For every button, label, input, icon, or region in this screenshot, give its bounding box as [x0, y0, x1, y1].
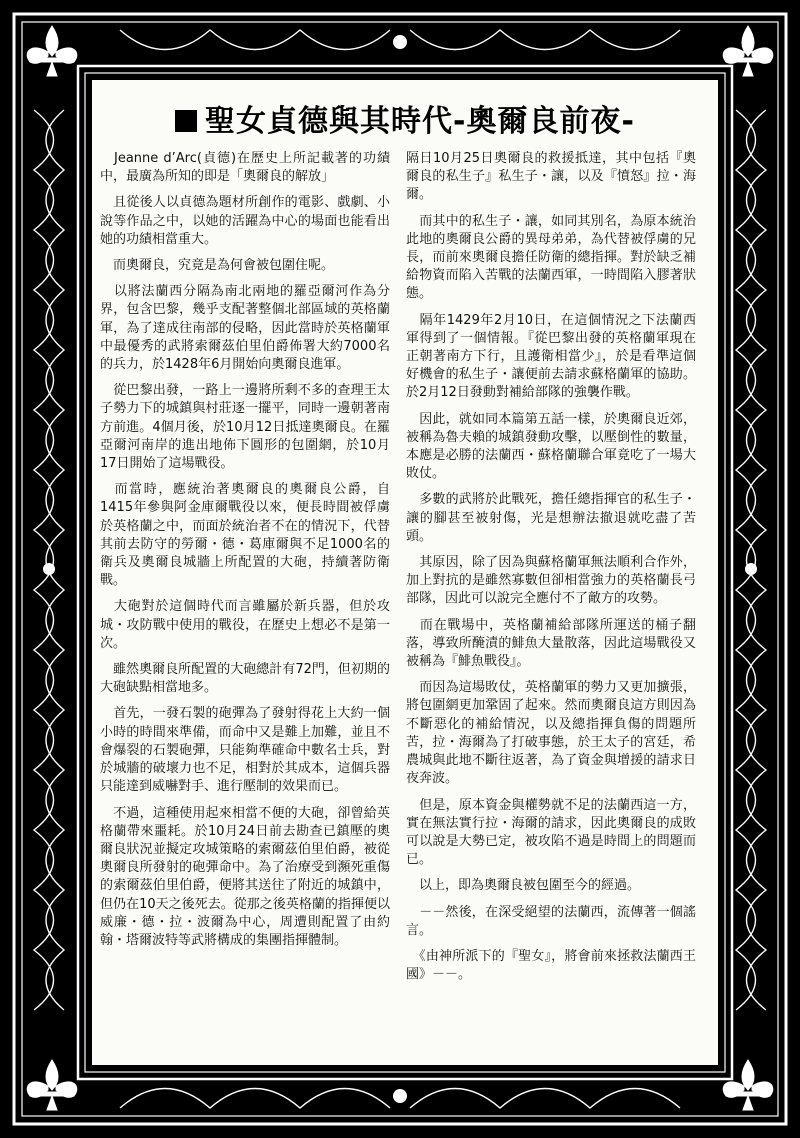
- paragraph: 其原因，除了因為與蘇格蘭軍無法順利合作外，加上對抗的是雖然寡數但卻相當強力的英格蘭長弓部隊，因此可以說完全應付不了敵方的攻勢。: [406, 555, 696, 607]
- right-column: [406, 150, 696, 984]
- paragraph: 雖然奧爾良所配置的大砲總計有72門，但初期的大砲缺點相當地多。: [100, 662, 390, 696]
- paragraph: 而當時，應統治著奧爾良的奧爾良公爵，自1415年參與阿金庫爾戰役以來，便長時間被俘虜於英格蘭之中，而面於統治者不在的情況下，代替其前去防守的勞爾・德・葛庫爾與不足1000名的衛兵及奧爾良城牆上所配置的大砲，持續著防衛戰。: [100, 482, 390, 589]
- paragraph: 隔日10月25日奧爾良的救援抵達，其中包括『奧爾良的私生子』私生子・讓，以及『憤怒』拉・海爾。: [406, 151, 696, 203]
- paragraph: 《由神所派下的『聖女』，將會前來拯救法蘭西王國》－－。: [406, 948, 696, 983]
- paragraph: 而在戰場中，英格蘭補給部隊所運送的桶子翻落，導致所醃漬的鯡魚大量散落，因此這場戰役又被稱為『鯡魚戰役』。: [406, 617, 696, 670]
- paragraph: 首先，一發石製的砲彈為了發射得花上大約一個小時的時間來準備，而命中又是難上加難，並且不會爆裂的石製砲彈，只能夠準確命中數名士兵，對於城牆的破壞力也不足，相對於其成本，這個兵器只能達到威嚇對手、進行壓制的效果而已。: [100, 706, 390, 795]
- left-column: [100, 150, 390, 950]
- paragraph: 但是，原本資金與權勢就不足的法蘭西這一方，實在無法實行拉・海爾的請求，因此奧爾良的成敗可以說是大勢已定，被攻陷不過是時間上的問題而已。: [406, 797, 696, 868]
- paragraph: 以將法蘭西分隔為南北兩地的羅亞爾河作為分界，包含巴黎，幾乎支配著整個北部區域的英格蘭軍，為了達成往南部的侵略，因此當時於英格蘭軍中最優秀的武將索爾茲伯里伯爵佈署大約7000名的兵力，於1428年6月開始向奧爾良進軍。: [100, 284, 390, 373]
- paragraph: 隔年1429年2月10日，在這個情況之下法蘭西軍得到了一個情報。『從巴黎出發的英格蘭軍現在正朝著南方下行，且護衛相當少』，於是看準這個好機會的私生子・讓便前去請求蘇格蘭軍的協助。於2月12日發動對補給部隊的強襲作戰。: [406, 312, 696, 401]
- paragraph: 且從後人以貞德為題材所創作的電影、戲劇、小說等作品之中，以她的活躍為中心的場面也能看出她的功績相當重大。: [100, 195, 390, 247]
- article-title: [92, 96, 718, 140]
- bullet-square-icon: [175, 110, 197, 132]
- paragraph: 多數的武將於此戰死，擔任總指揮官的私生子・讓的腳甚至被射傷，光是想辦法撤退就吃盡了苦頭。: [406, 492, 696, 544]
- paragraph: Jeanne d’Arc(貞德)在歷史上所記載著的功績中，最廣為所知的即是「奧爾良的解放」: [100, 151, 390, 185]
- paragraph: 大砲對於這個時代而言雖屬於新兵器，但於攻城・攻防戰中使用的戰役，在歷史上想必不是第一次。: [100, 599, 390, 651]
- paragraph: 而其中的私生子・讓，如同其別名，為原本統治此地的奧爾良公爵的異母弟弟，為代替被俘虜的兄長，而前來奧爾良擔任防衛的總指揮。對於缺乏補給物資而陷入苦戰的法蘭西軍，一時間陷入膠著狀態。: [406, 213, 696, 302]
- paragraph: 從巴黎出發，一路上一邊將所剩不多的查理王太子勢力下的城鎮與村莊逐一擺平，同時一邊朝著南方前進。4個月後，於10月12日抵達奧爾良。在羅亞爾河南岸的進出地佈下圓形的包圍網，於10月17日開始了這場戰役。: [100, 383, 390, 472]
- article-title-text: 聖女貞德與其時代-奧爾良前夜-: [205, 104, 635, 139]
- paragraph: 不過，這種使用起來相當不便的大砲，卻曾給英格蘭帶來噩耗。於10月24日前去勘查已鎮壓的奧爾良狀況並擬定攻城策略的索爾茲伯里伯爵，被從奧爾良所發射的砲彈命中。為了治療受到瀕死重傷的索爾茲伯里伯爵，便將其送往了附近的城鎮中，但仍在10天之後死去。從那之後英格蘭的指揮便以威廉・德・拉・波爾為中心，周遭則配置了由約翰・塔爾波特等武將構成的集團指揮體制。: [100, 805, 390, 948]
- paragraph: 以上，即為奧爾良被包圍至今的經過。: [406, 878, 641, 894]
- paragraph: －－然後，在深受絕望的法蘭西，流傳著一個謠言。: [406, 904, 696, 938]
- text-page: [92, 80, 718, 1065]
- paragraph: 而奧爾良，究竟是為何會被包圍住呢。: [100, 258, 335, 274]
- paragraph: 而因為這場敗仗，英格蘭軍的勢力又更加擴張，將包圍網更加鞏固了起來。然而奧爾良這方則因為不斷惡化的補給情況，以及總指揮負傷的問題所苦，拉・海爾為了打破事態，於王太子的宮廷，希農城與此地不斷往返著，為了資金與增援的請求日夜奔波。: [406, 680, 696, 787]
- paragraph: 因此，就如同本篇第五話一樣，於奧爾良近郊，被稱為魯夫賴的城鎮發動攻擊，以壓倒性的數量，本應是必勝的法蘭西・蘇格蘭聯合軍竟吃了一場大敗仗。: [406, 411, 696, 482]
